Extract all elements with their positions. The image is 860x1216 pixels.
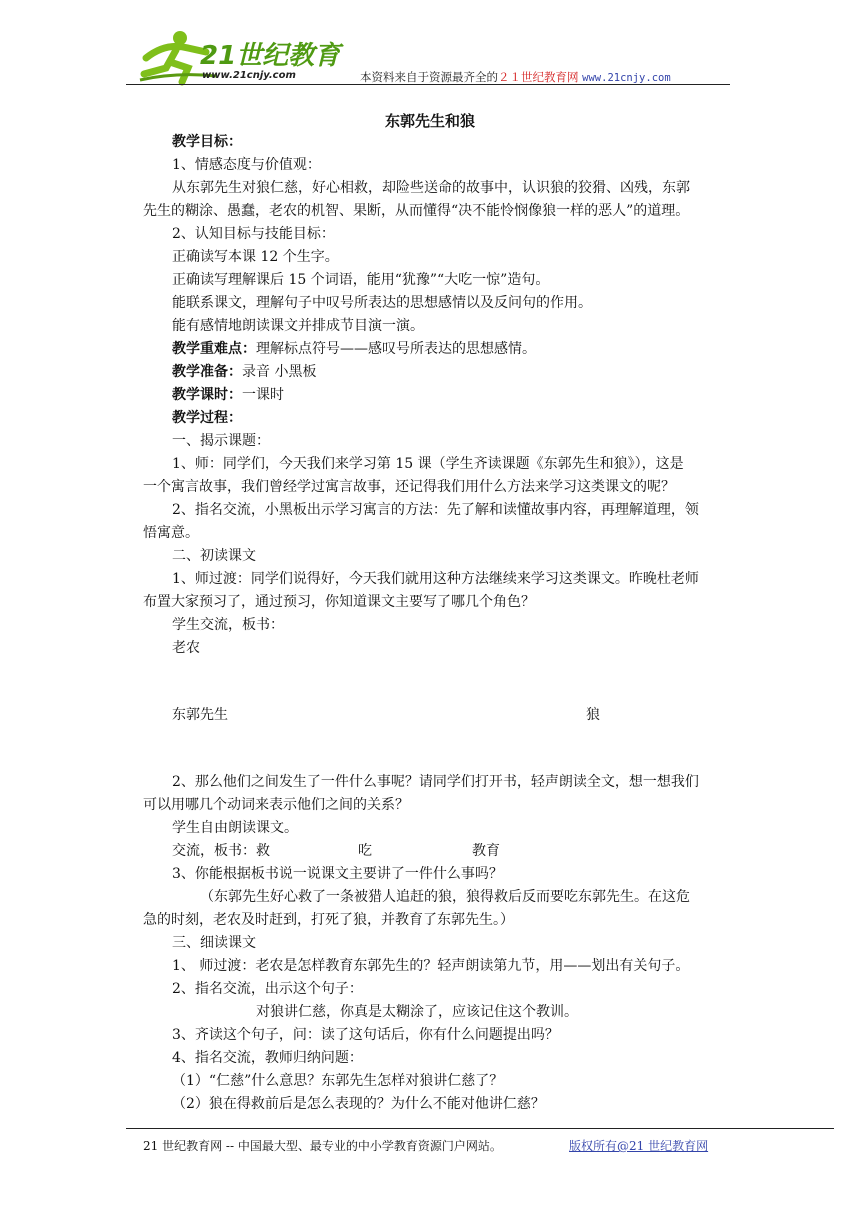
heading-process: 教学过程： xyxy=(172,410,242,426)
board-item-farmer: 老农 xyxy=(172,640,200,656)
site-logo xyxy=(136,28,346,90)
heading-objectives: 教学目标： xyxy=(172,134,242,150)
text-line: 能联系课文，理解句子中叹号所表达的思想感情以及反问句的作用。 xyxy=(172,295,592,311)
text-line: 悟寓意。 xyxy=(143,525,199,541)
header-source xyxy=(360,69,671,85)
section-heading: 一、揭示课题： xyxy=(172,433,270,449)
text-line: 2、指名交流，出示这个句子： xyxy=(172,981,363,997)
text-line: 3、齐读这个句子，问：读了这句话后，你有什么问题提出吗？ xyxy=(172,1027,559,1043)
board-verb-educate: 教育 xyxy=(472,843,500,859)
text-line: 3、你能根据板书说一说课文主要讲了一件什么事吗？ xyxy=(172,866,503,882)
section-heading: 二、初读课文 xyxy=(172,548,256,564)
document-title: 东郭先生和狼 xyxy=(384,112,475,130)
text-line: 一个寓言故事，我们曾经学过寓言故事，还记得我们用什么方法来学习这类课文的呢？ xyxy=(143,479,675,495)
runner-logo-icon xyxy=(136,28,346,90)
logo-url: www.21cnjy.com xyxy=(202,70,296,81)
text-line: 2、指名交流，小黑板出示学习寓言的方法：先了解和读懂故事内容，再理解道理，领 xyxy=(172,502,699,518)
text-line: 从东郭先生对狼仁慈，好心相救，却险些送命的故事中，认识狼的狡猾、凶残，东郭 xyxy=(172,180,690,196)
board-item-wolf: 狼 xyxy=(586,707,600,723)
text-line: 1、师：同学们，今天我们来学习第 15 课（学生齐读课题《东郭先生和狼》），这是 xyxy=(172,456,684,472)
text-line: 布置大家预习了，通过预习，你知道课文主要写了哪几个角色？ xyxy=(143,594,535,610)
text-line: 2、认知目标与技能目标： xyxy=(172,226,335,242)
text-line: 2、那么他们之间发生了一件什么事呢？请同学们打开书，轻声朗读全文，想一想我们 xyxy=(172,774,699,790)
text-line: 急的时刻，老农及时赶到，打死了狼，并教育了东郭先生。） xyxy=(143,912,514,928)
text-line: 1、 师过渡：老农是怎样教育东郭先生的？轻声朗读第九节，用——划出有关句子。 xyxy=(172,958,690,974)
text-line: 4、指名交流，教师归纳问题： xyxy=(172,1050,363,1066)
quoted-sentence: 对狼讲仁慈，你真是太糊涂了，应该记住这个教训。 xyxy=(256,1004,578,1020)
source-prefix: 本资料来自于资源最齐全的 xyxy=(360,70,498,84)
source-url[interactable]: www.21cnjy.com xyxy=(582,72,671,84)
text-line: 正确读写理解课后 15 个词语，能用“犹豫”“大吃一惊”造句。 xyxy=(172,272,550,288)
logo-brand: 21世纪教育 xyxy=(200,41,341,71)
heading-preparation: 教学准备：录音 小黑板 xyxy=(172,364,317,380)
question-item: （2）狼在得救前后是怎么表现的？为什么不能对他讲仁慈？ xyxy=(172,1096,545,1112)
text-line: （东郭先生好心救了一条被猎人追赶的狼，狼得救后反而要吃东郭先生。在这危 xyxy=(200,889,690,905)
section-heading: 三、细读课文 xyxy=(172,935,256,951)
text-line: 学生交流，板书： xyxy=(172,617,284,633)
text-line: 能有感情地朗读课文并排成节目演一演。 xyxy=(172,318,424,334)
heading-key-points: 教学重难点：理解标点符号——感叹号所表达的思想感情。 xyxy=(172,341,536,357)
board-verb-eat: 吃 xyxy=(358,843,372,859)
text-line: 1、师过渡：同学们说得好，今天我们就用这种方法继续来学习这类课文。昨晚杜老师 xyxy=(172,571,699,587)
board-verb-save: 交流，板书：救 xyxy=(172,843,270,859)
text-line: 先生的糊涂、愚蠢，老农的机智、果断，从而懂得“决不能怜悯像狼一样的恶人”的道理。 xyxy=(143,203,690,219)
text-line: 1、情感态度与价值观： xyxy=(172,157,321,173)
text-line: 正确读写本课 12 个生字。 xyxy=(172,249,339,265)
text-line: 学生自由朗读课文。 xyxy=(172,820,298,836)
board-item-dongguo: 东郭先生 xyxy=(172,707,228,723)
source-name[interactable]: ２１世纪教育网 xyxy=(498,70,579,84)
question-item: （1）“仁慈”什么意思？东郭先生怎样对狼讲仁慈了？ xyxy=(172,1073,504,1089)
heading-lesson-time: 教学课时：一课时 xyxy=(172,387,284,403)
text-line: 可以用哪几个动词来表示他们之间的关系？ xyxy=(143,797,409,813)
footer-tagline: 21 世纪教育网 -- 中国最大型、最专业的中小学教育资源门户网站。 xyxy=(143,1139,502,1153)
footer-copyright-link[interactable]: 版权所有@21 世纪教育网 xyxy=(569,1139,709,1153)
footer-divider xyxy=(126,1128,834,1129)
